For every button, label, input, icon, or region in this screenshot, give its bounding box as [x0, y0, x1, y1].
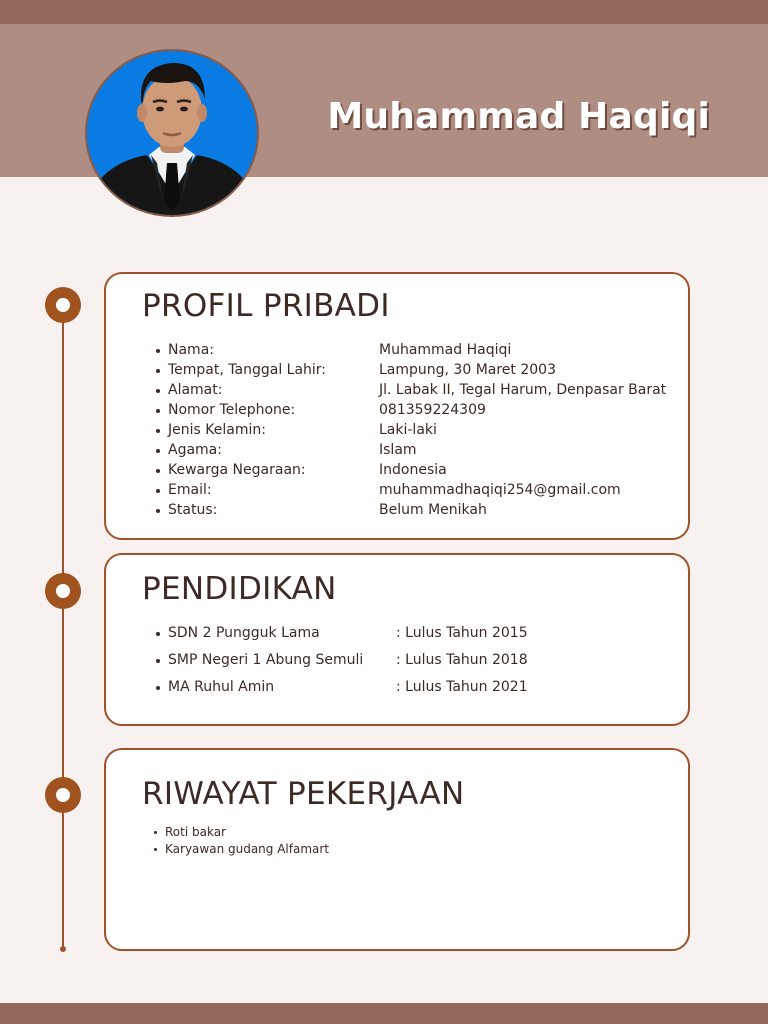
pendidikan-title: PENDIDIKAN: [142, 571, 337, 607]
pendidikan-row: [106, 677, 686, 704]
job-label: Roti bakar: [165, 825, 226, 839]
job-item: [106, 841, 606, 858]
applicant-name: Muhammad Haqiqi: [327, 96, 710, 137]
graduation-year: : Lulus Tahun 2015: [396, 625, 528, 641]
profil-value: Jl. Labak II, Tegal Harum, Denpasar Barat: [379, 382, 667, 398]
profil-value: Laki-laki: [379, 422, 437, 438]
profil-label: Nama:: [168, 342, 214, 358]
timeline-marker-pendidikan: [45, 573, 81, 609]
graduation-year: : Lulus Tahun 2018: [396, 652, 528, 668]
graduation-year: : Lulus Tahun 2021: [396, 679, 528, 695]
profil-value: Lampung, 30 Maret 2003: [379, 362, 556, 378]
timeline-marker-profil: [45, 287, 81, 323]
job-label: Karyawan gudang Alfamart: [165, 842, 330, 856]
profil-label: Alamat:: [168, 382, 223, 398]
profil-value: Belum Menikah: [379, 502, 487, 518]
bottom-strip: [0, 1003, 768, 1024]
timeline-line: [62, 305, 64, 949]
email-value: muhammadhaqiqi254@gmail.com: [379, 482, 621, 498]
profil-row: [106, 440, 686, 460]
pendidikan-row: [106, 650, 686, 677]
school-name: SMP Negeri 1 Abung Semuli: [168, 652, 364, 668]
timeline-end-dot: [60, 946, 66, 952]
profil-row: [106, 480, 686, 500]
timeline-marker-riwayat: [45, 777, 81, 813]
profil-row: [106, 380, 686, 400]
school-name: MA Ruhul Amin: [168, 679, 275, 695]
profile-photo: [85, 49, 259, 217]
profil-card: [104, 272, 690, 540]
profil-label: Agama:: [168, 442, 222, 458]
pendidikan-card: [104, 553, 690, 726]
pendidikan-list: [106, 623, 686, 704]
profil-list: [106, 340, 686, 520]
pendidikan-row: [106, 623, 686, 650]
profil-title: PROFIL PRIBADI: [142, 288, 390, 324]
profil-label: Jenis Kelamin:: [168, 422, 266, 438]
profil-value: Muhammad Haqiqi: [379, 342, 512, 358]
profil-row: [106, 360, 686, 380]
riwayat-card: [104, 748, 690, 951]
profil-label: Status:: [168, 502, 218, 518]
job-item: [106, 824, 606, 841]
profil-row: [106, 500, 686, 520]
profil-value: Islam: [379, 442, 417, 458]
school-name: SDN 2 Pungguk Lama: [168, 625, 320, 641]
profil-label: Nomor Telephone:: [168, 402, 296, 418]
portrait-image: [87, 51, 257, 215]
profil-row: [106, 420, 686, 440]
riwayat-title: RIWAYAT PEKERJAAN: [142, 776, 465, 812]
profil-label: Tempat, Tanggal Lahir:: [168, 362, 327, 378]
riwayat-list: [106, 824, 606, 858]
profil-row: [106, 340, 686, 360]
profil-value: Indonesia: [379, 462, 447, 478]
profil-value: 081359224309: [379, 402, 486, 418]
profil-label: Email:: [168, 482, 212, 498]
profil-label: Kewarga Negaraan:: [168, 462, 306, 478]
profil-row: [106, 400, 686, 420]
top-strip: [0, 0, 768, 24]
profil-row: [106, 460, 686, 480]
